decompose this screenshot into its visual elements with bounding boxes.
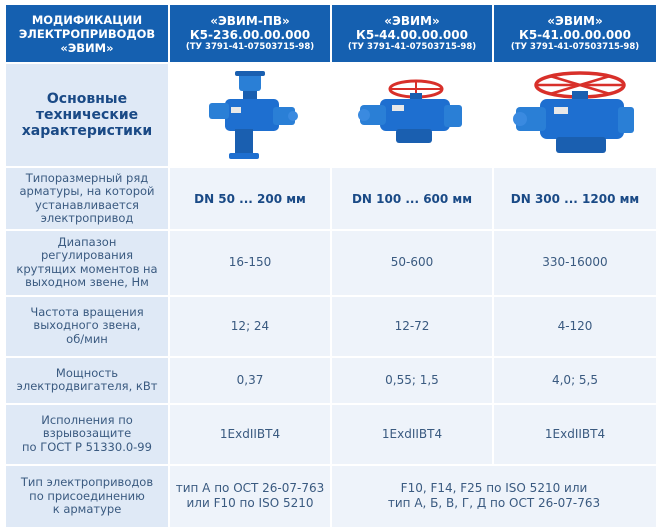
label-line: Тип электроприводов	[20, 475, 154, 490]
cell-valve-size-1: DN 50 ... 200 мм	[170, 168, 330, 229]
cell-explosion-1: 1ExdIIBT4	[170, 405, 330, 464]
header-col-1	[170, 5, 330, 62]
cell-connection-1	[170, 466, 330, 527]
cell-connection-merged	[332, 466, 656, 527]
value-line: тип А по ОСТ 26-07-763	[175, 481, 325, 496]
label-line: арматуры, на которой	[19, 184, 155, 199]
cell-power-2: 0,55; 1,5	[332, 358, 492, 403]
value-line: или F10 по ISO 5210	[186, 496, 314, 511]
actuator-pv-icon	[195, 67, 305, 163]
table-row	[6, 297, 656, 356]
label-line: по присоединению	[29, 488, 145, 503]
row-label-motor-power	[6, 358, 168, 403]
table-row	[6, 168, 656, 229]
actuator-k5-44-icon	[352, 75, 472, 155]
model-code: К5-41.00.00.000	[519, 28, 631, 43]
row-label-rotation-speed	[6, 297, 168, 356]
header-corner-line: ЭЛЕКТРОПРИВОДОВ	[18, 26, 156, 41]
model-tu: (ТУ 3791-41-07503715-98)	[510, 42, 640, 53]
model-tu: (ТУ 3791-41-07503715-98)	[185, 42, 315, 53]
row-label-explosion-protection	[6, 405, 168, 464]
cell-explosion-2: 1ExdIIBT4	[332, 405, 492, 464]
cell-speed-2: 12-72	[332, 297, 492, 356]
cell-valve-size-2: DN 100 ... 600 мм	[332, 168, 492, 229]
label-line: взрывозащите	[42, 426, 132, 441]
main-characteristics-label	[6, 64, 168, 166]
label-line: по ГОСТ Р 51330.0-99	[22, 439, 152, 454]
table-row	[6, 466, 656, 527]
header-row	[6, 5, 656, 62]
label-line: Частота вращения	[30, 304, 144, 319]
table-row	[6, 231, 656, 294]
actuator-k5-41-icon	[510, 67, 640, 163]
model-code: К5-236.00.00.000	[189, 28, 311, 43]
label-line: Исполнения по	[41, 412, 133, 427]
cell-speed-3: 4-120	[494, 297, 656, 356]
label-line: регулирования	[40, 248, 134, 263]
header-corner	[6, 5, 168, 62]
model-code: К5-44.00.00.000	[356, 28, 468, 43]
cell-torque-3: 330-16000	[494, 231, 656, 294]
cell-explosion-3: 1ExdIIBT4	[494, 405, 656, 464]
header-col-2	[332, 5, 492, 62]
actuator-image-3	[494, 64, 656, 166]
label-line: электродвигателя, кВт	[16, 379, 158, 394]
header-corner-line: МОДИФИКАЦИИ	[31, 12, 143, 27]
label-line: к арматуре	[52, 502, 122, 517]
label-line: Типоразмерный ряд	[25, 170, 149, 185]
cell-valve-size-3: DN 300 ... 1200 мм	[494, 168, 656, 229]
model-tu: (ТУ 3791-41-07503715-98)	[347, 42, 477, 53]
label-line: выходном звене, Нм	[25, 275, 149, 290]
value-line: тип А, Б, В, Г, Д по ОСТ 26-07-763	[387, 496, 601, 511]
model-name: «ЭВИМ»	[547, 14, 603, 29]
cell-power-1: 0,37	[170, 358, 330, 403]
row-label-torque-range	[6, 231, 168, 294]
label-line: выходного звена,	[33, 318, 141, 333]
image-row	[6, 64, 656, 166]
main-label-line: характеристики	[21, 123, 153, 140]
cell-torque-2: 50-600	[332, 231, 492, 294]
spec-table	[4, 3, 658, 529]
main-label-line: технические	[35, 107, 139, 124]
value-line: F10, F14, F25 по ISO 5210 или	[400, 481, 588, 496]
cell-speed-1: 12; 24	[170, 297, 330, 356]
table-row	[6, 405, 656, 464]
cell-torque-1: 16-150	[170, 231, 330, 294]
label-line: электропривод	[40, 211, 134, 226]
row-label-valve-size	[6, 168, 168, 229]
label-line: устанавливается	[35, 197, 139, 212]
actuator-image-1	[170, 64, 330, 166]
header-corner-line: «ЭВИМ»	[60, 40, 114, 55]
table-row	[6, 358, 656, 403]
header-col-3	[494, 5, 656, 62]
label-line: крутящих моментов на	[16, 261, 158, 276]
row-label-connection-type	[6, 466, 168, 527]
main-label-line: Основные	[46, 91, 128, 108]
model-name: «ЭВИМ»	[384, 14, 440, 29]
label-line: об/мин	[66, 331, 108, 346]
label-line: Диапазон	[57, 234, 117, 249]
label-line: Мощность	[55, 365, 119, 380]
cell-power-3: 4,0; 5,5	[494, 358, 656, 403]
actuator-image-2	[332, 64, 492, 166]
model-name: «ЭВИМ-ПВ»	[210, 14, 290, 29]
